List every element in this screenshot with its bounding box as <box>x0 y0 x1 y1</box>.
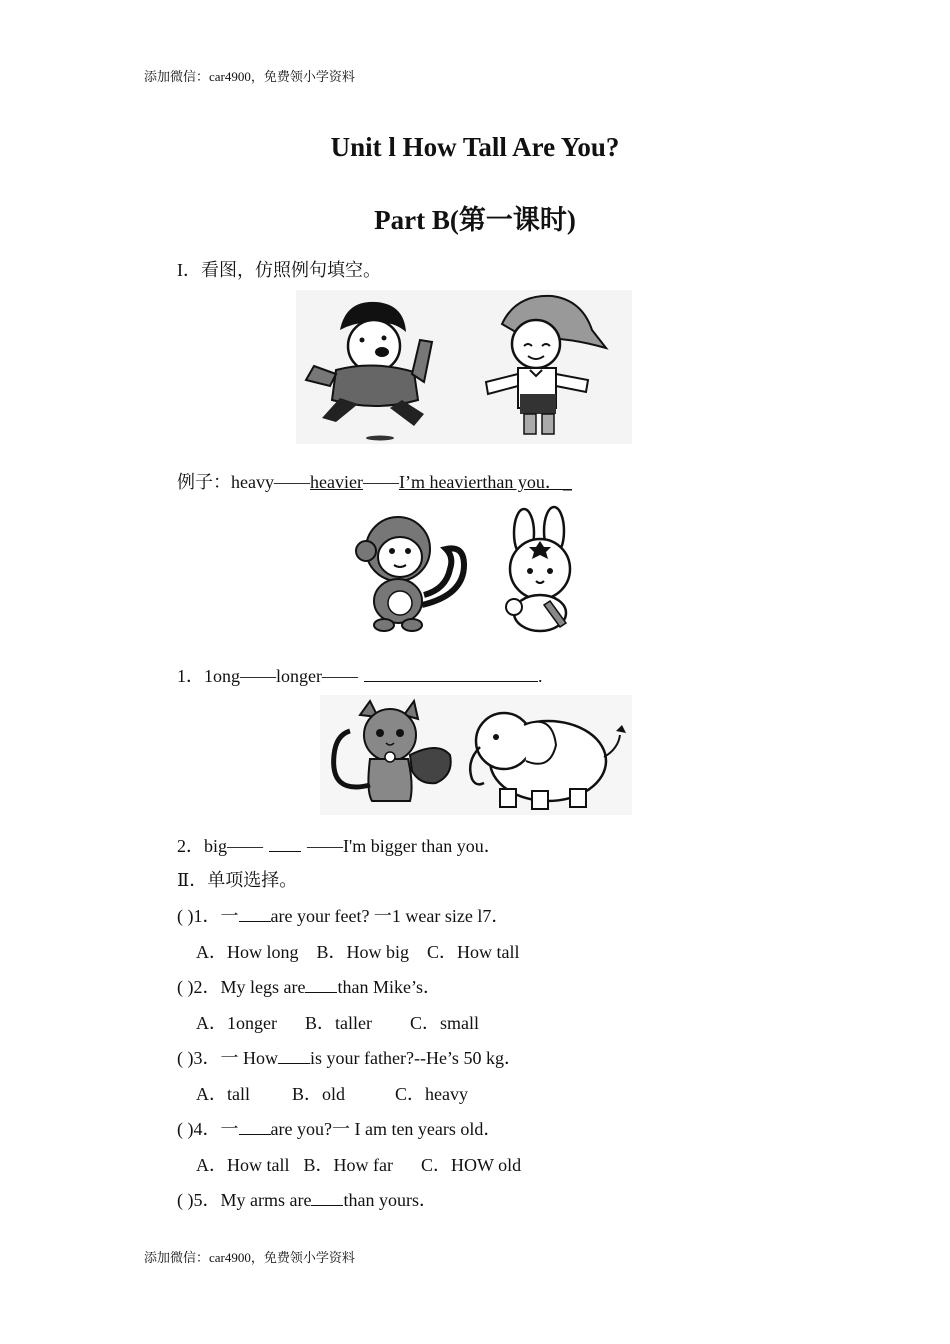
mc-q3-stem-a: ( )3．一 How <box>177 1048 278 1068</box>
page-title: Unit l How Tall Are You? <box>330 132 620 162</box>
mc-question-1 <box>177 902 509 928</box>
mc-q5-stem-a: ( )5．My arms are <box>177 1190 312 1210</box>
q2-end: ——I'm bigger than you． <box>307 836 502 856</box>
mc-q4-option-b[interactable]: B．How far <box>303 1155 393 1175</box>
mc-q4-option-c[interactable]: C．HOW old <box>420 1155 522 1175</box>
mc-q4-stem-b: are you?一 I am ten years old． <box>270 1119 502 1139</box>
example-prefix: 例子：heavy—— <box>177 472 310 492</box>
mc-q3-stem-b: is your father?--He’s 50 kg． <box>310 1048 522 1068</box>
watermark-bottom: 添加微信：car4900，免费领小学资料 <box>144 1250 355 1265</box>
example-sentence: I’m heavierthan you． <box>398 472 563 492</box>
q1-answer-blank[interactable] <box>364 665 538 682</box>
mc-q1-options <box>196 938 520 964</box>
example-line <box>177 468 572 494</box>
page-subtitle: Part B(第一课时) <box>374 205 576 235</box>
watermark-top: 添加微信：car4900，免费领小学资料 <box>144 69 355 84</box>
mc-q5-blank[interactable] <box>311 1189 343 1206</box>
mc-q4-blank[interactable] <box>239 1118 271 1135</box>
mc-q2-stem-b: than Mike’s． <box>337 977 441 997</box>
rabbit-illustration <box>506 507 570 631</box>
mc-q2-option-b[interactable]: B．taller <box>304 1013 372 1033</box>
mc-q1-option-a[interactable]: A．How long <box>196 942 299 962</box>
mc-q1-blank[interactable] <box>239 905 271 922</box>
section1-heading: I．看图，仿照例句填空。 <box>177 260 381 280</box>
mc-q2-option-c[interactable]: C．small <box>409 1013 479 1033</box>
mc-q1-option-b[interactable]: B．How big <box>316 942 410 962</box>
example-dash: —— <box>362 472 399 492</box>
mc-question-3 <box>177 1044 522 1070</box>
mc-q2-stem-a: ( )2．My legs are <box>177 977 306 997</box>
q1-end: . <box>537 666 543 686</box>
mc-q3-option-b[interactable]: B．old <box>292 1084 346 1104</box>
mc-q2-blank[interactable] <box>305 976 337 993</box>
mc-q3-options <box>196 1080 468 1106</box>
figure-monkey-rabbit <box>354 505 592 635</box>
mc-q1-option-c[interactable]: C．How tall <box>427 942 520 962</box>
mc-q5-stem-b: than yours． <box>343 1190 437 1210</box>
q2-start: 2．big—— <box>177 836 264 856</box>
mc-q1-stem-b: are your feet? 一1 wear size l7． <box>270 906 510 926</box>
mc-question-2 <box>177 973 441 999</box>
q2-answer-blank[interactable] <box>269 835 301 852</box>
mc-q3-blank[interactable] <box>278 1047 310 1064</box>
mc-q2-option-a[interactable]: A．1onger <box>196 1013 277 1033</box>
example-word: heavier <box>309 472 363 492</box>
mc-question-4 <box>177 1115 501 1141</box>
figure-cat-elephant <box>320 695 632 815</box>
mc-question-5 <box>177 1186 437 1212</box>
mc-q1-stem-a: ( )1．一 <box>177 906 239 926</box>
figure-two-boys <box>296 290 632 444</box>
section2-heading: Ⅱ．单项选择。 <box>177 870 298 890</box>
q1-text: 1．1ong——longer—— <box>177 666 358 686</box>
mc-q4-stem-a: ( )4．一 <box>177 1119 239 1139</box>
q1-line <box>177 662 542 688</box>
mc-q3-option-a[interactable]: A．tall <box>196 1084 250 1104</box>
example-tail: _ <box>562 472 572 492</box>
mc-q4-options <box>196 1151 521 1177</box>
q2-line <box>177 832 502 858</box>
mc-q3-option-c[interactable]: C．heavy <box>395 1084 468 1104</box>
mc-q4-option-a[interactable]: A．How tall <box>196 1155 290 1175</box>
mc-q2-options <box>196 1009 479 1035</box>
monkey-illustration <box>356 517 464 631</box>
